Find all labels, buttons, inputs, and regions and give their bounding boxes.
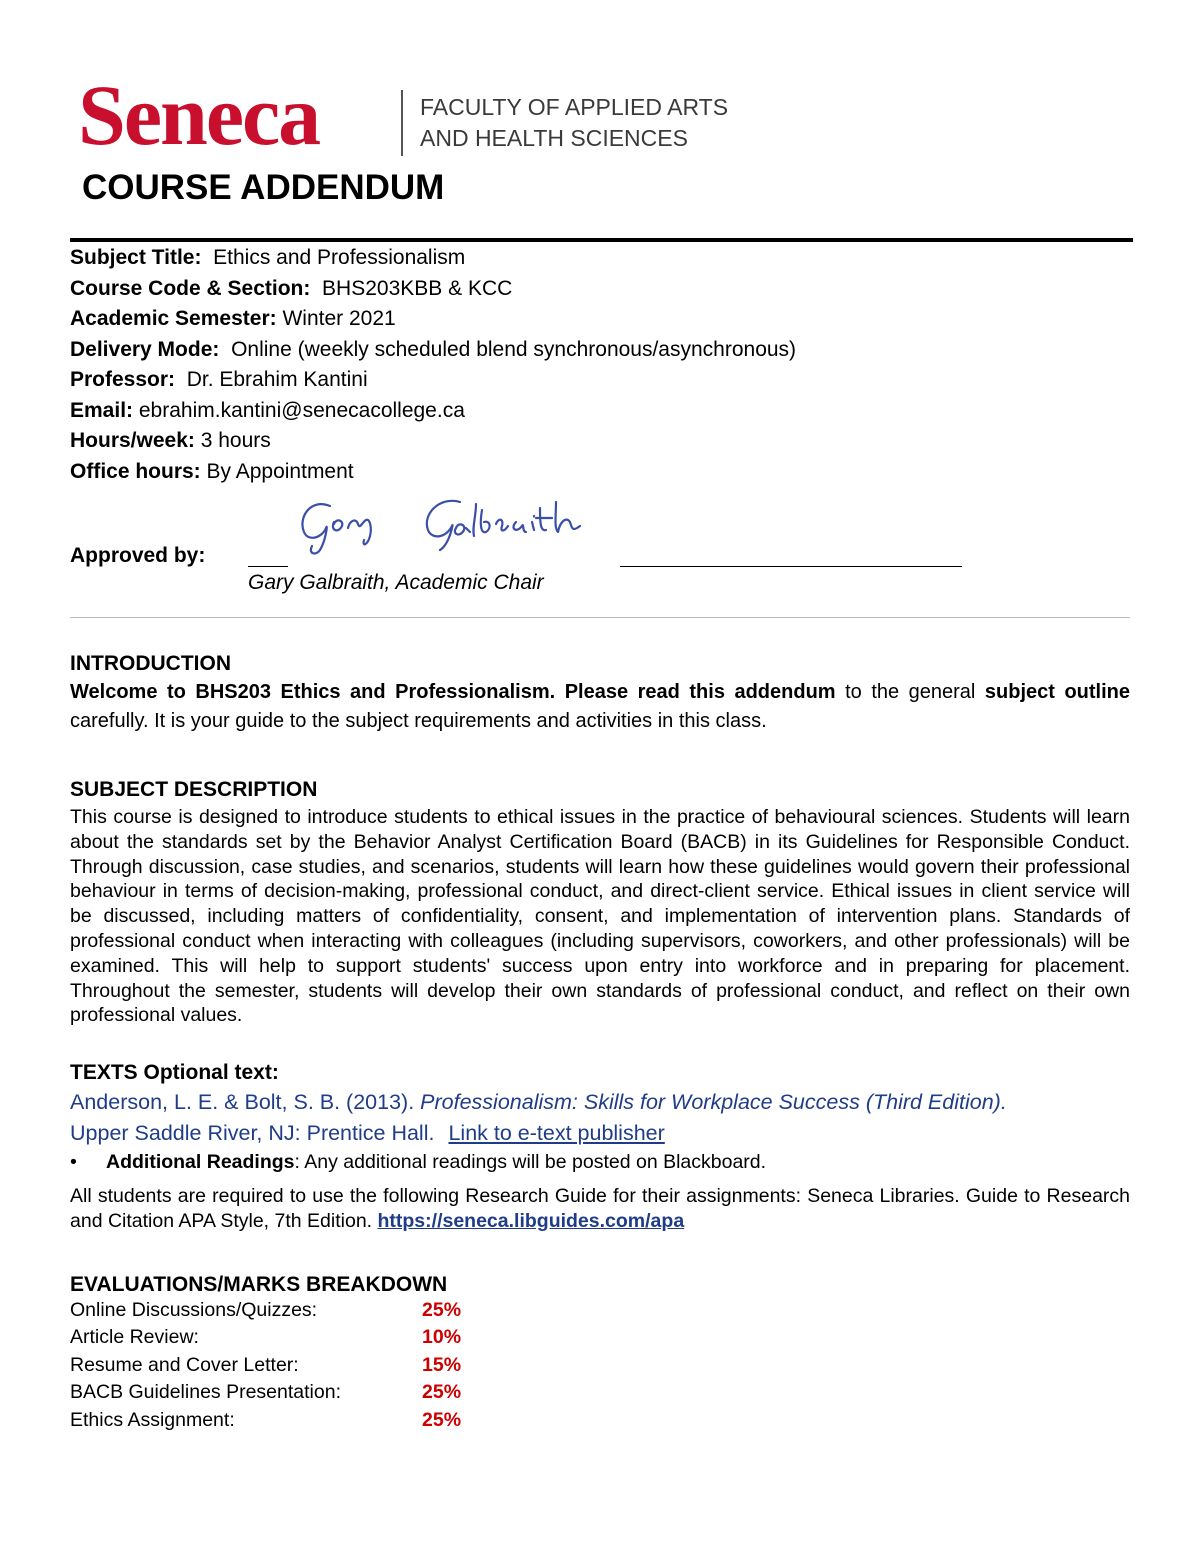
reference-publisher: Upper Saddle River, NJ: Prentice Hall. xyxy=(70,1121,435,1145)
info-label: Academic Semester: xyxy=(70,307,277,330)
info-value: Ethics and Professionalism xyxy=(213,246,466,269)
info-value: ebrahim.kantini@senecacollege.ca xyxy=(138,398,465,422)
info-semester xyxy=(70,304,1130,335)
info-professor xyxy=(70,365,1130,396)
info-label: Subject Title: xyxy=(70,246,202,269)
mark-label: Ethics Assignment: xyxy=(70,1408,235,1431)
additional-readings-text: : Any additional readings will be posted on Blackboard. xyxy=(294,1151,767,1173)
info-label: Professor: xyxy=(70,368,176,391)
info-office-hours xyxy=(70,457,1130,488)
marks-breakdown xyxy=(70,1297,570,1434)
reference-title: Professionalism: Skills for Workplace Success (Third Edition). xyxy=(420,1090,1007,1114)
introduction-heading: INTRODUCTION xyxy=(70,652,231,675)
logo-divider xyxy=(401,90,403,156)
e-text-publisher-link[interactable]: Link to e-text publisher xyxy=(448,1121,665,1145)
intro-text-1: to the general xyxy=(835,681,985,703)
info-value: Online (weekly scheduled blend synchronous/asynchronous) xyxy=(231,337,797,361)
subject-description-text: This course is designed to introduce students to ethical issues in the practice of behavioural sciences. Students will learn about the standards set by the Behavior Analyst Certification Board (BACB) in its Guidelines for Responsible Conduct. Through discussion, case studies, and scenarios, students will learn how these guidelines would govern their professional behaviour in terms of decision-making, professional conduct, and direct-client service. Ethical issues in client service will be discussed, including matters of confidentiality, consent, and implementation of intervention plans. Standards of professional conduct when interacting with colleagues (including supervisors, coworkers, and other professionals) will be examined. This will help to support students' success upon entry into workforce and in preparing for placement. Throughout the semester, students will develop their own standards of professional conduct, and reflect on their own professional values. xyxy=(70,806,1130,1027)
info-value: Dr. Ebrahim Kantini xyxy=(186,368,368,391)
mark-label: Article Review: xyxy=(70,1326,199,1349)
info-value: 3 hours xyxy=(200,429,271,452)
signature-line xyxy=(248,566,288,567)
info-label: Email: xyxy=(70,398,134,422)
mark-percent: 25% xyxy=(422,1381,462,1404)
mark-label: Online Discussions/Quizzes: xyxy=(70,1299,318,1321)
page-title: COURSE ADDENDUM xyxy=(82,168,445,207)
header-divider xyxy=(70,238,1133,242)
info-email xyxy=(70,396,1130,427)
additional-readings-label: Additional Readings xyxy=(106,1151,295,1173)
info-delivery-mode xyxy=(70,335,1130,366)
info-label: Course Code & Section: xyxy=(70,276,311,300)
reference-line-1 xyxy=(70,1087,1140,1118)
introduction-text xyxy=(70,678,1130,735)
texts-heading: TEXTS Optional text: xyxy=(70,1061,279,1084)
info-value: By Appointment xyxy=(206,459,354,483)
info-label: Office hours: xyxy=(70,459,201,483)
mark-percent: 15% xyxy=(422,1353,462,1376)
mark-row xyxy=(70,1324,570,1351)
mark-label: BACB Guidelines Presentation: xyxy=(70,1381,341,1404)
textbook-reference xyxy=(70,1087,1140,1149)
research-guide-description: All students are required to use the following Research Guide for their assignments: Seneca Libraries. Guide to Research and Citation APA Style, 7th Edition. xyxy=(70,1185,1130,1232)
info-label: Hours/week: xyxy=(70,429,195,452)
subject-description-heading: SUBJECT DESCRIPTION xyxy=(70,778,318,801)
mark-percent: 25% xyxy=(422,1408,462,1431)
reference-line-2 xyxy=(70,1118,1140,1149)
mark-row xyxy=(70,1407,570,1434)
info-course-code xyxy=(70,274,1130,305)
course-info xyxy=(70,243,1130,487)
signature-line xyxy=(620,566,962,567)
additional-readings-item xyxy=(70,1149,1130,1175)
mark-percent: 10% xyxy=(422,1326,462,1349)
intro-bold-1: Welcome to BHS203 Ethics and Professionalism. Please read this addendum xyxy=(70,681,836,703)
intro-text-2: carefully. It is your guide to the subject requirements and activities in this class. xyxy=(70,709,767,732)
info-value: Winter 2021 xyxy=(282,307,396,330)
info-hours xyxy=(70,426,1130,457)
info-value: BHS203KBB & KCC xyxy=(322,276,513,300)
mark-row xyxy=(70,1352,570,1379)
reference-authors: Anderson, L. E. & Bolt, S. B. (2013). xyxy=(70,1090,421,1114)
signature-image xyxy=(290,488,620,558)
approved-by-label: Approved by: xyxy=(70,544,206,567)
faculty-line-1: FACULTY OF APPLIED ARTS xyxy=(420,94,729,120)
intro-bold-2: subject outline xyxy=(984,681,1130,703)
research-guide-text xyxy=(70,1184,1130,1233)
approver-name: Gary Galbraith, Academic Chair xyxy=(248,571,544,594)
info-subject-title xyxy=(70,243,1130,274)
info-label: Delivery Mode: xyxy=(70,337,220,361)
seneca-logo: Seneca xyxy=(78,67,320,163)
mark-row xyxy=(70,1379,570,1406)
faculty-line-2: AND HEALTH SCIENCES xyxy=(420,125,688,151)
section-divider xyxy=(70,617,1130,618)
mark-row xyxy=(70,1297,570,1324)
faculty-name xyxy=(420,92,728,154)
apa-guide-link[interactable]: https://seneca.libguides.com/apa xyxy=(377,1209,685,1232)
mark-label: Resume and Cover Letter: xyxy=(70,1353,299,1376)
evaluations-heading: EVALUATIONS/MARKS BREAKDOWN xyxy=(70,1273,448,1296)
bullet-icon: • xyxy=(70,1151,77,1173)
mark-percent: 25% xyxy=(422,1299,462,1321)
